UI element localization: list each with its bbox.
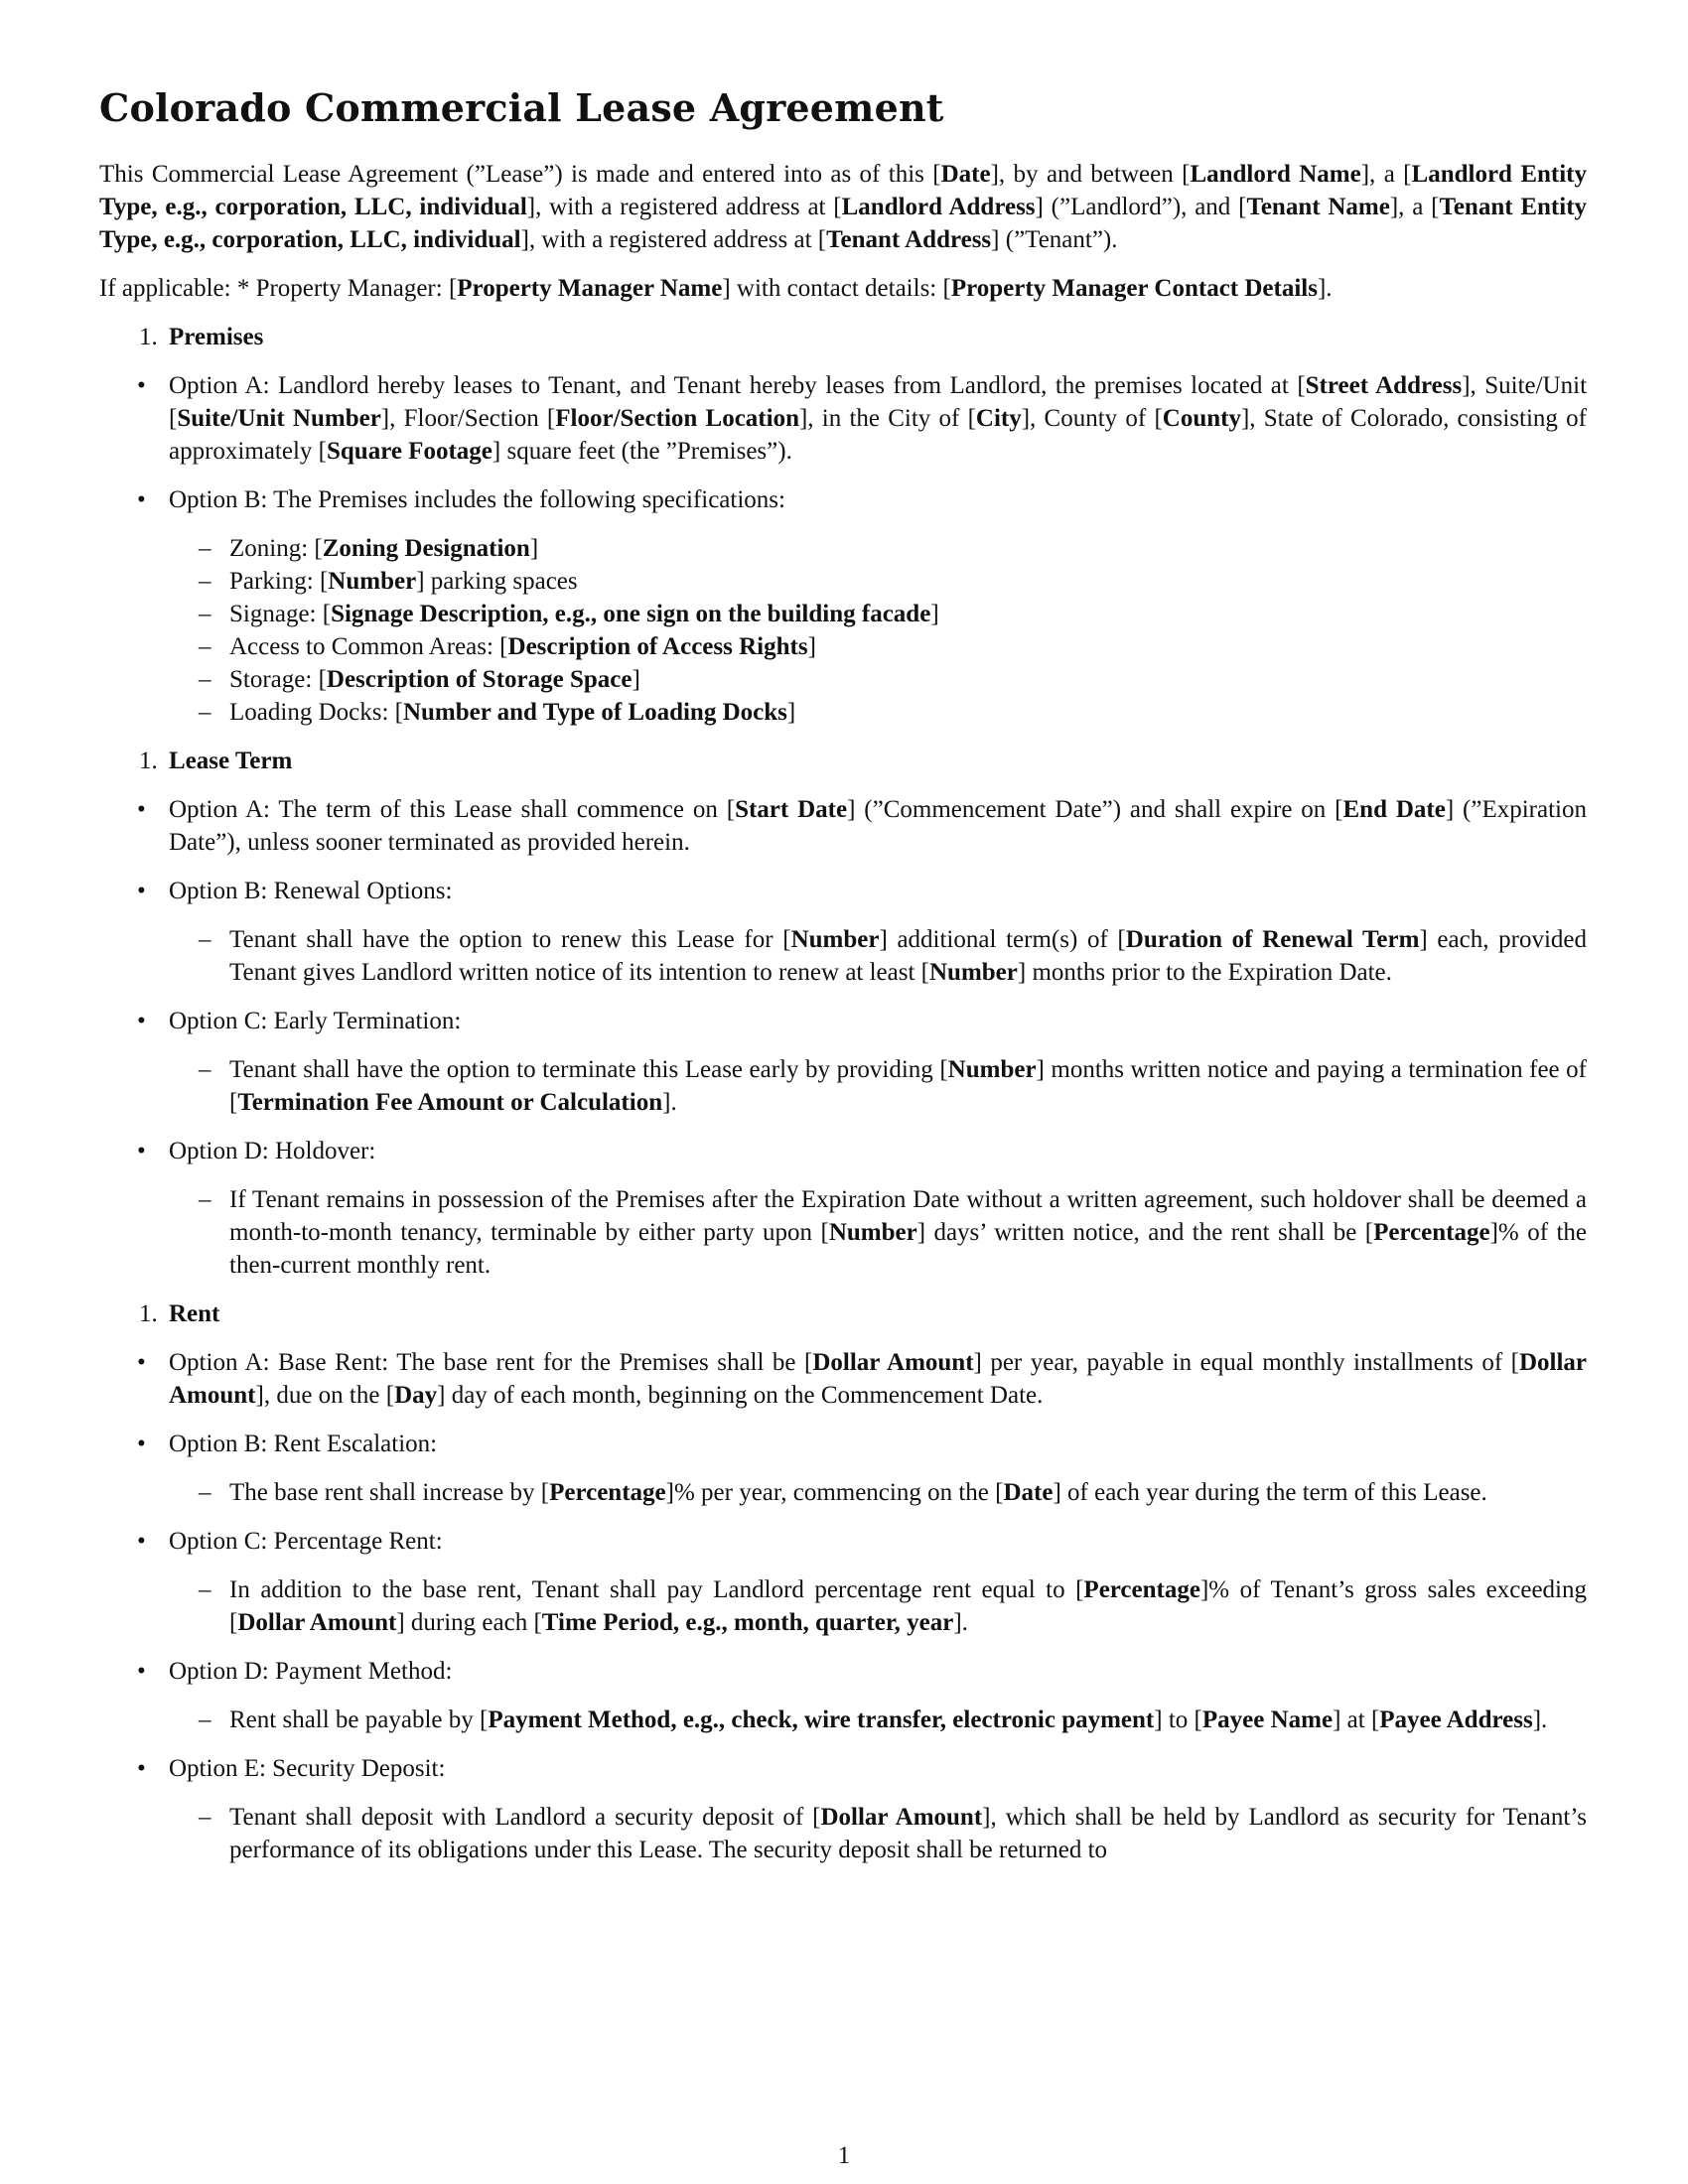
spec-item: – Parking: [Number] parking spaces xyxy=(169,565,1587,598)
rent-options xyxy=(99,1346,1587,1866)
tenant-address-field: Tenant Address xyxy=(826,226,992,253)
spec-item: – Loading Docks: [Number and Type of Loading Docks] xyxy=(169,696,1587,729)
tenant-entity-field: Tenant Entity Type, e.g., corporation, LLC, individual xyxy=(99,194,1588,253)
spec-item: – Access to Common Areas: [Description of Access Rights] xyxy=(169,630,1587,663)
premises-specs-list xyxy=(169,532,1587,729)
property-manager-paragraph: If applicable: * Property Manager: [Property Manager Name] with contact details: [Property Manager Contact Details]. xyxy=(99,275,1333,302)
premises-option-b: • Option B: The Premises includes the following specifications: – Zoning: [Zoning Designation] – Parking: [Number] parking spaces – Signage: [Signage Description, e.g., one sign on the building facade] – Access to Common Areas: [Description of Access Rights] – Storage: [Description of Storage Space] – Loading Docks: [Number and Type of Loading Docks] xyxy=(99,483,1587,729)
escalation-item: – The base rent shall increase by [Percentage]% per year, commencing on the [Date] of each year during the term of this Lease. xyxy=(169,1476,1587,1509)
section-heading-rent: 1. Rent xyxy=(139,1300,220,1327)
spec-item: – Storage: [Description of Storage Space] xyxy=(169,663,1587,696)
date-field: Date xyxy=(940,161,991,188)
document-title: Colorado Commercial Lease Agreement xyxy=(99,85,944,130)
escalation-list xyxy=(169,1476,1587,1509)
landlord-entity-field: Landlord Entity Type, e.g., corporation, LLC, individual xyxy=(99,161,1588,220)
holdover-item: – If Tenant remains in possession of the Premises after the Expiration Date without a written agreement, such holdover shall be deemed a month-to-month tenancy, terminable by either party upon [Number] days’ written notice, and the rent shall be [Percentage]% of the then-current monthly rent. xyxy=(169,1183,1587,1282)
term-option-c: • Option C: Early Termination: – Tenant shall have the option to terminate this Lease early by providing [Number] months written notice and paying a termination fee of [Termination Fee Amount or Calculation]. xyxy=(99,1005,1587,1119)
page-number: 1 xyxy=(837,2142,851,2169)
early-termination-list xyxy=(169,1053,1587,1119)
lease-term-options xyxy=(99,793,1587,1282)
property-manager-contact-field: Property Manager Contact Details xyxy=(950,275,1318,302)
tenant-name-field: Tenant Name xyxy=(1246,194,1390,220)
renewal-item: – Tenant shall have the option to renew this Lease for [Number] additional term(s) of [Duration of Renewal Term] each, provided Tenant gives Landlord written notice of its intention to renew at least [Number] months prior to the Expiration Date. xyxy=(169,923,1587,989)
section-heading-lease-term: 1. Lease Term xyxy=(139,748,293,774)
payment-method-list xyxy=(169,1704,1587,1736)
spec-item: – Signage: [Signage Description, e.g., one sign on the building facade] xyxy=(169,598,1587,630)
premises-options xyxy=(99,369,1587,729)
premises-option-a: • Option A: Landlord hereby leases to Tenant, and Tenant hereby leases from Landlord, the premises located at [Street Address], Suite/Unit [Suite/Unit Number], Floor/Section [Floor/Section Location], in the City of [City], County of [County], State of Colorado, consisting of approximately [Square Footage] square feet (the ”Premises”). xyxy=(99,369,1587,468)
early-termination-item: – Tenant shall have the option to terminate this Lease early by providing [Number] months written notice and paying a termination fee of [Termination Fee Amount or Calculation]. xyxy=(169,1053,1587,1119)
spec-item: – Zoning: [Zoning Designation] xyxy=(169,532,1587,565)
term-option-b: • Option B: Renewal Options: – Tenant shall have the option to renew this Lease for [Number] additional term(s) of [Duration of Renewal Term] each, provided Tenant gives Landlord written notice of its intention to renew at least [Number] months prior to the Expiration Date. xyxy=(99,875,1587,989)
percentage-rent-item: – In addition to the base rent, Tenant shall pay Landlord percentage rent equal to [Percentage]% of Tenant’s gross sales exceeding [Dollar Amount] during each [Time Period, e.g., month, quarter, year]. xyxy=(169,1573,1587,1639)
rent-option-b: • Option B: Rent Escalation: – The base rent shall increase by [Percentage]% per year, commencing on the [Date] of each year during the term of this Lease. xyxy=(99,1428,1587,1509)
intro-paragraph: This Commercial Lease Agreement (”Lease”) is made and entered into as of this [Date], by and between [Landlord Name], a [Landlord Entity Type, e.g., corporation, LLC, individual], with a registered address at [Landlord Address] (”Landlord”), and [Tenant Name], a [Tenant Entity Type, e.g., corporation, LLC, individual], with a registered address at [Tenant Address] (”Tenant”). xyxy=(99,161,1588,253)
rent-option-a: • Option A: Base Rent: The base rent for the Premises shall be [Dollar Amount] per year, payable in equal monthly installments of [Dollar Amount], due on the [Day] day of each month, beginning on the Commencement Date. xyxy=(99,1346,1587,1412)
security-deposit-list xyxy=(169,1801,1587,1866)
security-deposit-item: – Tenant shall deposit with Landlord a security deposit of [Dollar Amount], which shall be held by Landlord as security for Tenant’s performance of its obligations under this Lease. The security deposit shall be returned to xyxy=(169,1801,1587,1866)
document-page xyxy=(99,85,1587,1882)
landlord-name-field: Landlord Name xyxy=(1190,161,1361,188)
term-option-d: • Option D: Holdover: – If Tenant remains in possession of the Premises after the Expiration Date without a written agreement, such holdover shall be deemed a month-to-month tenancy, terminable by either party upon [Number] days’ written notice, and the rent shall be [Percentage]% of the then-current monthly rent. xyxy=(99,1135,1587,1282)
property-manager-name-field: Property Manager Name xyxy=(457,275,723,302)
term-option-a: • Option A: The term of this Lease shall commence on [Start Date] (”Commencement Date”) and shall expire on [End Date] (”Expiration Date”), unless sooner terminated as provided herein. xyxy=(99,793,1587,859)
rent-option-c: • Option C: Percentage Rent: – In addition to the base rent, Tenant shall pay Landlord percentage rent equal to [Percentage]% of Tenant’s gross sales exceeding [Dollar Amount] during each [Time Period, e.g., month, quarter, year]. xyxy=(99,1525,1587,1639)
payment-method-item: – Rent shall be payable by [Payment Method, e.g., check, wire transfer, electronic payment] to [Payee Name] at [Payee Address]. xyxy=(169,1704,1587,1736)
rent-option-e: • Option E: Security Deposit: – Tenant shall deposit with Landlord a security deposit of [Dollar Amount], which shall be held by Landlord as security for Tenant’s performance of its obligations under this Lease. The security deposit shall be returned to xyxy=(99,1752,1587,1866)
renewal-list xyxy=(169,923,1587,989)
percentage-rent-list xyxy=(169,1573,1587,1639)
rent-option-d: • Option D: Payment Method: – Rent shall be payable by [Payment Method, e.g., check, wire transfer, electronic payment] to [Payee Name] at [Payee Address]. xyxy=(99,1655,1587,1736)
landlord-address-field: Landlord Address xyxy=(841,194,1036,220)
section-heading-premises: 1. Premises xyxy=(139,324,264,350)
holdover-list xyxy=(169,1183,1587,1282)
